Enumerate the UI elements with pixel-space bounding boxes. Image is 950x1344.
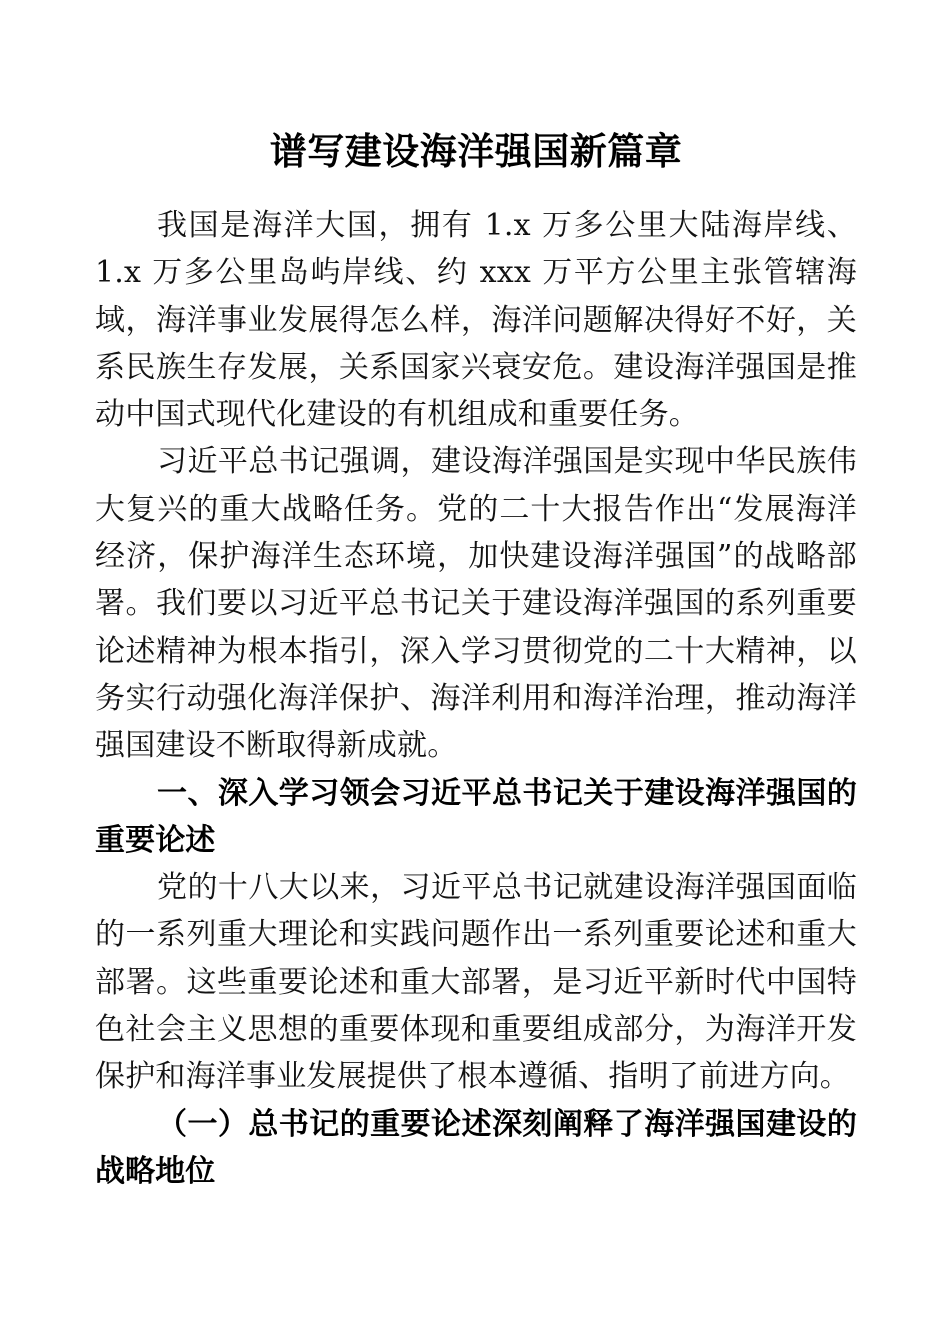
section-heading-level-1: 一、深入学习领会习近平总书记关于建设海洋强国的重要论述 (95, 775, 857, 858)
section-heading-level-2: （一）总书记的重要论述深刻阐释了海洋强国建设的战略地位 (95, 1106, 857, 1189)
body-paragraph-3: 党的十八大以来，习近平总书记就建设海洋强国面临的一系列重大理论和实践问题作出一系列重要论述和重大部署。这些重要论述和重大部署，是习近平新时代中国特色社会主义思想的重要体现和重要组成部分，为海洋开发保护和海洋事业发展提供了根本遵循、指明了前进方向。 (95, 870, 857, 1095)
document-body (95, 0, 857, 1195)
page-title: 谱写建设海洋强国新篇章 (269, 129, 683, 173)
body-paragraph-2: 习近平总书记强调，建设海洋强国是实现中华民族伟大复兴的重大战略任务。党的二十大报告作出“发展海洋经济，保护海洋生态环境，加快建设海洋强国”的战略部署。我们要以习近平总书记关于建设海洋强国的系列重要论述精神为根本指引，深入学习贯彻党的二十大精神，以务实行动强化海洋保护、海洋利用和海洋治理，推动海洋强国建设不断取得新成就。 (95, 444, 857, 764)
body-paragraph-1: 我国是海洋大国，拥有 1.x 万多公里大陆海岸线、1.x 万多公里岛屿岸线、约 xxx 万平方公里主张管辖海域，海洋事业发展得怎么样，海洋问题解决得好不好，关系民族生存发展，关系国家兴衰安危。建设海洋强国是推动中国式现代化建设的有机组成和重要任务。 (95, 208, 857, 433)
